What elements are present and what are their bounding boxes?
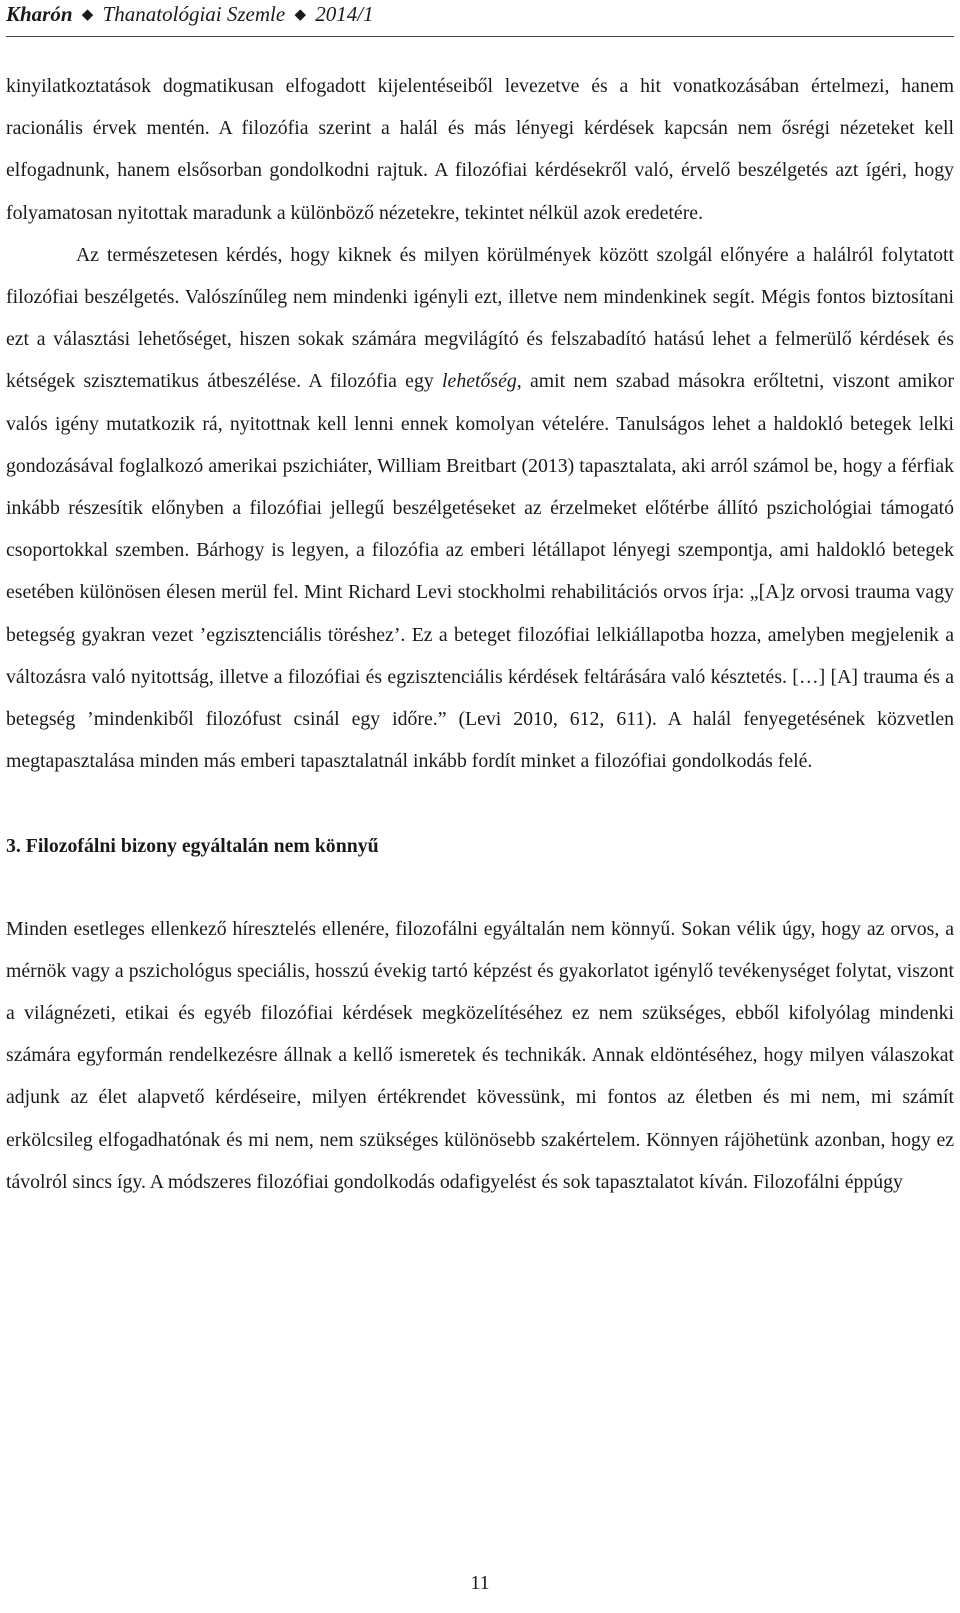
diamond-separator-icon: ◆ [81,7,94,23]
running-header [6,2,374,27]
journal-subtitle: Thanatológiai Szemle [102,2,286,26]
section-paragraph: Minden esetleges ellenkező híresztelés ellenére, filozofálni egyáltalán nem könnyű. Sokan vélik úgy, hogy az orvos, a mérnök vagy a pszichológus speciális, hosszú évekig tartó képzést és gyakorlatot igénylő tevékenységet folytat, viszont a világnézeti, etikai és egyéb filozófiai kérdések megközelítéséhez ez nem szükséges, ebből kifolyólag mindenki számára egyformán rendelkezésre állnak a kellő ismeretek és technikák. Annak eldöntéséhez, hogy milyen válaszokat adjunk az élet alapvető kérdéseire, milyen értékrendet kövessünk, mi fontos az életben és mi nem, mi számít erkölcsileg elfogadhatónak és mi nem, nem szükséges különösebb szakértelem. Könnyen rájöhetünk azonban, hogy ez távolról sincs így. A módszeres filozófiai gondolkodás odafigyelést és sok tapasztalatot kíván. Filozofálni éppúgy [6,917,954,1193]
header-rule [6,36,954,37]
paragraph-continued [6,65,954,234]
emphasized-word: lehetőség [442,370,517,393]
page-number: 11 [470,1572,490,1594]
paragraph-text: kinyilatkoztatások dogmatikusan elfogadott kijelentéseiből levezetve és a hit vonatkozásában értelmezi, hanem racionális érvek mentén. A filozófia szerint a halál és más lényegi kérdések kapcsán nem ősrégi nézeteket kell elfogadnunk, hanem elsősorban gondolkodni rajtuk. A filozófiai kérdésekről való, érvelő beszélgetés azt ígéri, hogy folyamatosan nyitottak maradunk a különböző nézetekre, tekintet nélkül azok eredetére. [6,75,954,224]
section-heading: 3. Filozofálni bizony egyáltalán nem könnyű [6,835,379,858]
paragraph [6,234,954,783]
journal-issue: 2014/1 [315,2,374,26]
page-body [6,65,954,1203]
paragraph-text: , amit nem szabad másokra erőltetni, viszont amikor valós igény mutatkozik rá, nyitottnak kell lenni ennek komolyan vételére. Tanulságos lehet a haldokló betegek lelki gondozásával foglalkozó amerikai pszichiáter, William Breitbart (2013) tapasztalata, aki arról számol be, hogy a férfiak inkább részesítik előnyben a filozófiai jellegű beszélgetéseket az érzelmeket előtérbe állító pszichológiai támogató csoportokkal szemben. Bárhogy is legyen, a filozófia az emberi létállapot lényegi szempontja, ami haldokló betegek esetében különösen élesen merül fel. Mint Richard Levi stockholmi rehabilitációs orvos írja: „[A]z orvosi trauma vagy betegség gyakran vezet ’egzisztenciális töréshez’. Ez a beteget filozófiai lelkiállapotba hozza, amelyben megjelenik a változásra való nyitottság, illetve a filozófiai és egzisztenciális kérdések feltárására való késztetés. […] [A] trauma és a betegség ’mindenkiből filozófust csinál egy időre.” (Levi 2010, 612, 611). A halál fenyegetésének közvetlen megtapasztalása minden más emberi tapasztalatnál inkább fordít minket a filozófiai gondolkodás felé. [6,370,954,773]
journal-name: Kharón [6,2,73,26]
diamond-separator-icon: ◆ [294,7,306,23]
paragraph-text: Az természetesen kérdés, hogy kiknek és milyen körülmények között szolgál előnyére a halálról folytatott filozófiai beszélgetés. Valószínűleg nem mindenki igényli ezt, illetve nem mindenkinek segít. Mégis fontos biztosítani ezt a választási lehetőséget, hiszen sokak számára megvilágító és felszabadító hatású lehet a felmerülő kérdések és kétségek szisztematikus átbeszélése. A filozófia egy [6,243,954,393]
